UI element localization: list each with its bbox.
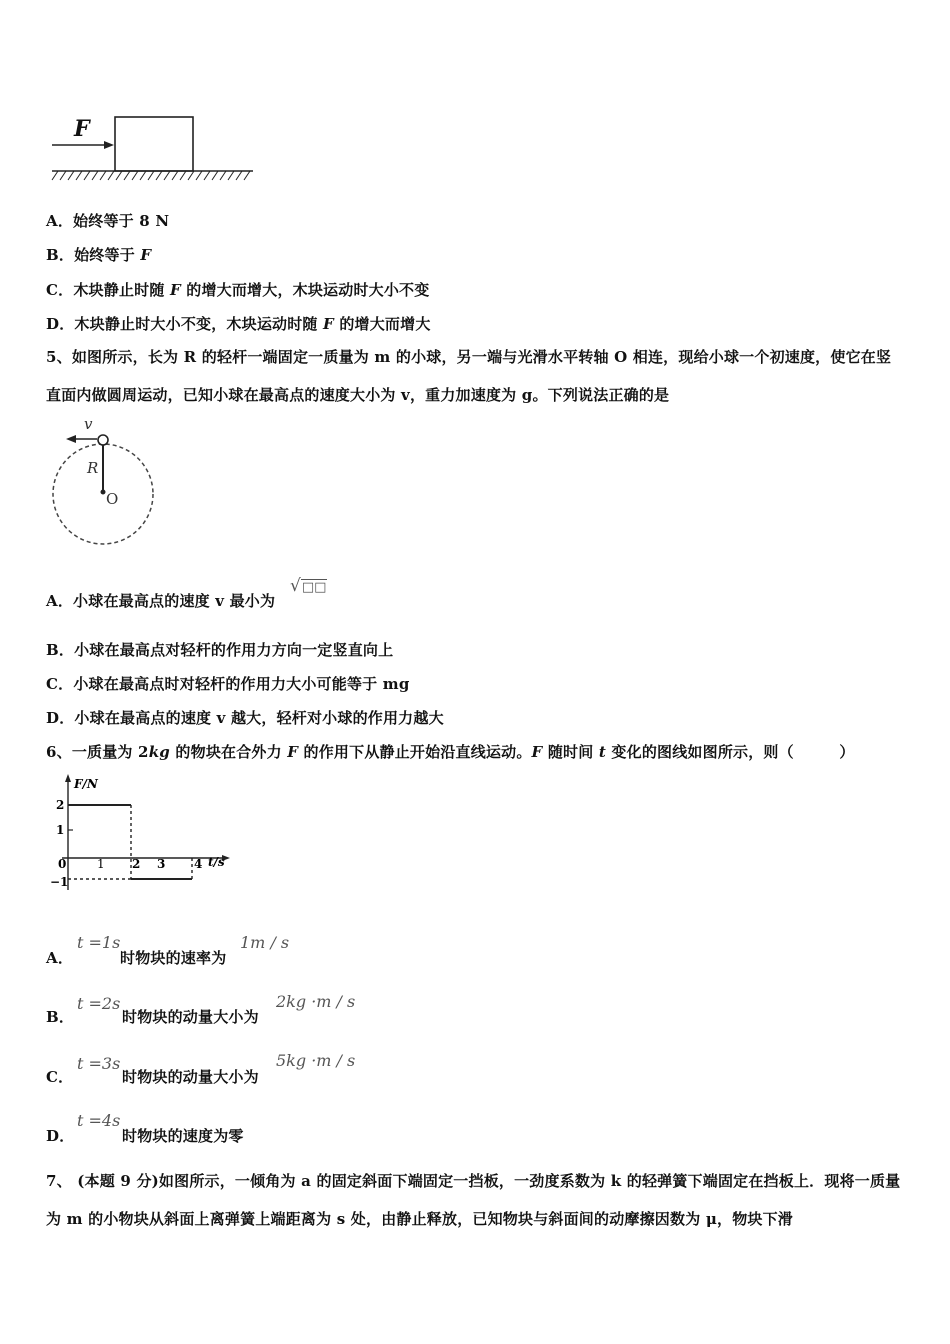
q5-option-c — [46, 673, 410, 694]
time-condition: t =1s — [77, 933, 121, 952]
stem-part: 的物块在合外力 — [170, 743, 288, 761]
option-letter: A． — [46, 949, 74, 967]
option-letter: B． — [46, 641, 75, 659]
option-letter: B． — [46, 246, 75, 264]
option-text: 时物块的速度为零 — [122, 1127, 244, 1145]
option-letter: B． — [46, 1008, 75, 1026]
x-axis-label: t/s — [208, 855, 225, 869]
option-letter: A． — [46, 212, 74, 230]
stem-part: 随时间 — [542, 743, 599, 761]
sqrt-content: □□ — [301, 580, 327, 595]
force-time-graph — [48, 772, 238, 897]
stem-part: 变化的图线如图所示，则（ ） — [606, 743, 855, 761]
option-text: 木块静止时大小不变，木块运动时随 — [74, 315, 324, 333]
option-text: 始终等于 8 N — [73, 212, 170, 230]
time-condition: t =3s — [77, 1054, 121, 1073]
option-value: 1m / s — [240, 933, 290, 952]
stem-part: F — [287, 743, 299, 761]
option-text: 小球在最高点时对轻杆的作用力大小可能等于 mg — [73, 675, 410, 693]
q4-option-a — [46, 210, 169, 231]
stem-part: F — [531, 743, 543, 761]
q4-option-c — [46, 279, 429, 300]
stem-part: 6、一质量为 2 — [46, 743, 149, 761]
option-text: 时物块的动量大小为 — [122, 1008, 259, 1026]
force-var: F — [169, 281, 181, 299]
option-text: 始终等于 — [74, 246, 141, 264]
y-tick-neg1: −1 — [50, 875, 69, 889]
option-text: 时物块的速率为 — [120, 949, 227, 967]
x-tick-3: 3 — [157, 857, 166, 871]
stem-part: 的作用下从静止开始沿直线运动。 — [298, 743, 532, 761]
y-tick-1: 1 — [56, 823, 65, 837]
circular-motion-figure — [50, 412, 160, 552]
option-letter: A． — [46, 592, 74, 610]
option-letter: D． — [46, 315, 75, 333]
option-text: 木块静止时随 — [73, 281, 170, 299]
option-text: 小球在最高点的速度 v 越大，轻杆对小球的作用力越大 — [74, 709, 444, 727]
time-condition: t =2s — [77, 994, 121, 1013]
option-text: 小球在最高点的速度 v 最小为 — [73, 592, 276, 610]
sqrt-expression — [290, 576, 327, 596]
stem-part: kg — [148, 743, 170, 761]
option-value: 5kg ·m / s — [276, 1051, 356, 1070]
y-axis-label: F/N — [74, 777, 98, 791]
q5-option-d — [46, 707, 444, 728]
block-force-figure — [48, 110, 258, 185]
stem-part: t — [598, 743, 606, 761]
q5-option-b — [46, 639, 393, 660]
time-condition: t =4s — [77, 1111, 121, 1130]
q4-option-d — [46, 313, 431, 334]
block — [115, 117, 193, 171]
y-tick-2: 2 — [56, 798, 65, 812]
q4-option-b — [46, 244, 151, 265]
option-text: 的增大而增大 — [333, 315, 431, 333]
force-var: F — [323, 315, 334, 333]
sqrt-icon: √ — [290, 576, 301, 596]
option-letter: C． — [46, 675, 74, 693]
option-letter: D． — [46, 1127, 75, 1145]
option-text: 时物块的动量大小为 — [122, 1068, 259, 1086]
option-text: 小球在最高点对轻杆的作用力方向一定竖直向上 — [74, 641, 394, 659]
option-letter: D． — [46, 709, 75, 727]
q5-option-a — [46, 590, 275, 611]
force-label: F — [74, 116, 90, 142]
option-letter: C． — [46, 1068, 74, 1086]
axis-label: O — [106, 490, 119, 508]
q7-stem: 7、 (本题 9 分)如图所示，一倾角为 a 的固定斜面下端固定一挡板，一劲度系数为 k 的轻弹簧下端固定在挡板上．现将一质量为 m 的小物块从斜面上离弹簧上端距离为 s 处，由静止释放，已知物块与斜面间的动摩擦因数为 μ，物块下滑 — [46, 1172, 901, 1228]
option-value: 2kg ·m / s — [276, 992, 356, 1011]
y-tick-0: 0 — [58, 857, 67, 871]
force-var: F — [140, 246, 152, 264]
x-tick-1: 1 — [97, 857, 105, 871]
velocity-label: v — [84, 415, 93, 433]
option-letter: C． — [46, 281, 74, 299]
radius-label: R — [87, 459, 99, 477]
x-tick-4: 4 — [194, 857, 203, 871]
q5-stem: 5、如图所示，长为 R 的轻杆一端固定一质量为 m 的小球，另一端与光滑水平转轴 O 相连，现给小球一个初速度，使它在竖直面内做圆周运动，已知小球在最高点的速度大小为 v，重力加速度为 g。下列说法正确的是 — [46, 348, 892, 404]
x-tick-2: 2 — [132, 857, 141, 871]
option-text: 的增大而增大，木块运动时大小不变 — [180, 281, 430, 299]
q6-stem — [46, 741, 855, 762]
